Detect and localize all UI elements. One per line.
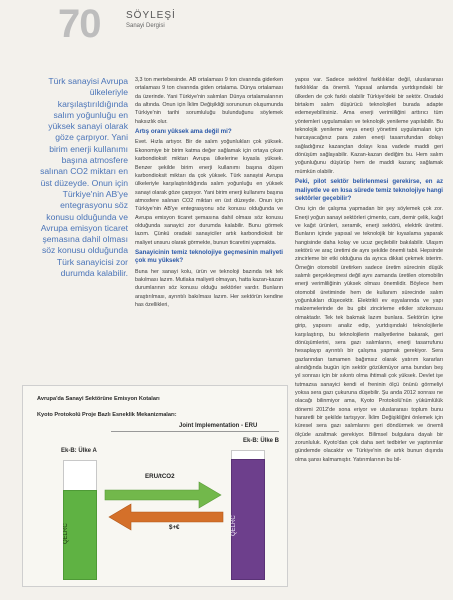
question-heading: Artış oranı yüksek ama değil mi? [135,128,232,136]
question-heading: Peki, pilot sektör belirlenmesi gerekirse, en az maliyetle ve en kısa sürede temiz teknolojiye hangi sektörler geçebilir? [295,178,443,202]
pull-quote: Türk sanayisi Avrupa ülkeleriyle karşılaştırıldığında salım yoğunluğu en yüksek sanayi olarak göze çarpıyor. Yani birim enerji kullanımı başına atmosfere salınan CO2 miktarı en üst düzeyde. Onun için Türkiye'nin AB'ye entegrasyonu söz konusu olduğunda ve Avrupa emisyon ticaret şemasına dahil olması söz konusu olduğunda Türk sanayicisi zor durumda kalabilir. [40,76,128,279]
section-title: SÖYLEŞİ [126,10,176,21]
payment-arrow-icon [109,504,223,530]
paragraph: Evet. Hızla artıyor. Bir de salım yoğunlukları çok yüksek. Ekonomiye bir birim katma değer sağlamak için ortaya çıkan karbondioksit miktarı Avrupa ülkelerine kıyasla yüksek. Benzer şekilde birim enerji kullanımı başına düşen karbondioksit miktarı da çok yüksek. Türk sanayisi Avrupa ülkeleriyle karşılaştırıldığında salım yoğunluğu en yüksek sanayi olarak göze çarpıyor. Yani birim enerji kullanımı başına atmosfere salınan CO2 miktarı en üst düzeyde. Onun için Türkiye'nin AB'ye entegrasyonu söz konusu olduğunda ve Avrupa emisyon ticaret şemasına dahil olması söz konusu olduğunda sanayici zor durumda kalabilir. Bunu görmek lazım. Çünkü oradaki sanayiciler artık karbondioksit bir maliyet unsuru olarak görmekte, bunun ticaretini yapmakta. [135,139,283,246]
payment-arrow-label: $+€ [169,524,180,531]
country-b-bar-label: QELRC [231,515,237,537]
eru-arrow-icon [105,482,221,508]
paragraph: Onu için de çalışma yapmadan bir şey söylemek çok zor. Enerji yoğun sanayi sektörleri çimento, cam, demir çelik, kağıt ve kağıt ürünleri, seramik, enerji sektörü, elektrik üretimi. Bunların içinde yapısal ve teknolojik bir kıyaslama yaparak hangisinde daha kolay ve ucuz geçilebilir bakılabilir. Ulaşım sektörü ve araç üretimi de aynı şekilde önemli tabii. Hepsinde zincirleme bir etki olduğuna da ayrıca dikkat çekmek isterim. Örneğin otomobil üretirken sadece üretim sürecinin düşük salımlı gerçekleşmesi değil aynı zamanda üretilen otomobilin enerji verimliliğinin yüksek olması önemlidir. Böylece hem otomobil üretiminde hem de kullanım sürecinde salım yoğunlukları düşecektir. Elektrikli ev eşyalarında ve yapı malzemelerinde de bu gibi zincirleme etkiler sözkonusu olmaktadır. Tek tek bakmak lazım bunlara. Sektörün içine girip, yapısını analiz edip, yurtdışındaki teknolojilerle karşılaştırıp, bu teknolojilerin maliyetlerine bakarak, geri dönüşümlerini, sera gazı salımlarını, enerji tasarrufunu hesaplayıp ayrıntılı bir çalışma yapmak gerekiyor. Sera gazlarından tamamen bağımsız olarak yatırım kararları alındığında bugün için sektör gözükmüyor ama bundan beş yıl sonrası için bir sıkıntı olma ihtimali çok yüksek. Devlet işe tutmazsa sanayici kendi el freninin ölçü önünü görmeliyi yoksa sera gazı çukuruna düşebilir. Şu anda 2012 sonrası ne olacağı bilinmiyor ama, Kyoto Protokolü'nün yükümlülük dönemi 2012'de sona eriyor ve uluslararası toplum bunu hararetli bir şekilde tartışıyor. İklim Değişikliğini önlemek için küresel sera gazı salımlarını geri döndürmek ve önemli ölçüde azaltmak gerekiyor. Bilimsel bulgulara dayalı bir zorunluluk. Kyoto'dan çok daha sert tedbirler ve yaptırımlar gündemde olacaktır ve Türkiye'nin de artık bunun dışında olma şansı kalmamıştır. Yatırımlarının bu bil- [295,206,443,463]
paragraph: 3,3 ton mertebesinde. AB ortalaması 9 ton civarında giderken ortalaması 9 ton civarında giden ortalama. Dünya ortalaması da üzerinde. Yani Türkiye'nin salımları Dünya ortalamalarının da altında. Onun için İklim Değişikliği sorununun oluşumunda Türkiye'nin tarihi sorumluluğu bulunduğunu söylemek haksızlık olur. [135,77,283,125]
magazine-name: Sanayi Dergisi [126,23,165,29]
joint-implementation-label: Joint Implementation - ERU [179,423,258,429]
transfer-arrows [23,386,287,586]
emission-quota-diagram [22,385,288,587]
column-3 [295,76,443,464]
paragraph: Buna her sanayi kolu, ürün ve teknoloji bazında tek tek bakılması lazım. Mutlaka maliyeti olmayan, hatta kazan-kazan durumlarının söz konusu olduğu sektörler vardır. Bunların araştırılması, ayrıntılı bakılması lazım. Her sektörün kendine has özellikleri, [135,268,284,309]
country-a-label: Ek-B: Ülke A [61,448,97,454]
question-heading: Sanayicinin temiz teknolojiye geçmesinin maliyeti çok mu yüksek? [135,248,283,265]
issue-number: 70 [58,2,101,46]
country-b-label: Ek-B: Ülke B [243,438,280,444]
paragraph: yapısı var. Sadece sektörel farklılıklar değil, uluslararası farklılıklar da önemli. Yapısal anlamda yurtdışındaki bir ülkeden de çok farklı olabilir Türkiye'deki bir sektör. Oradaki birtakım salım düşürücü teknolojileri burada adapte edemeyebilirsiniz. Ama enerji verimliliğini arttırıcı tüm yöntemleri uygulamaları ve teknolojik yenileme yapılabilir. Bu teknolojik yenileme veya enerji yönetimi uygulamaları için harcayacağınız para zaten enerji tasarrufundan dolayı sağladığınız kazançtan dolayı kısa vadede maddi geri dönüşüm sağlayabilir. Kazan-kazan dediğim bu. Hem salım yoğunluğunu düşürüp hem de maddi kazanç sağlamak mümkün olabilir. [295,77,443,175]
diagram-subtitle: Kyoto Protokolü Proje Bazlı Esneklik Mekanizmaları: [37,412,177,418]
column-2 [135,76,283,309]
country-a-bar-label: QELRC [63,523,69,545]
eru-arrow-label: ERU/tCO2 [145,473,175,480]
diagram-title: Avrupa'da Sanayi Sektörüne Emisyon Kotaları [37,396,160,402]
